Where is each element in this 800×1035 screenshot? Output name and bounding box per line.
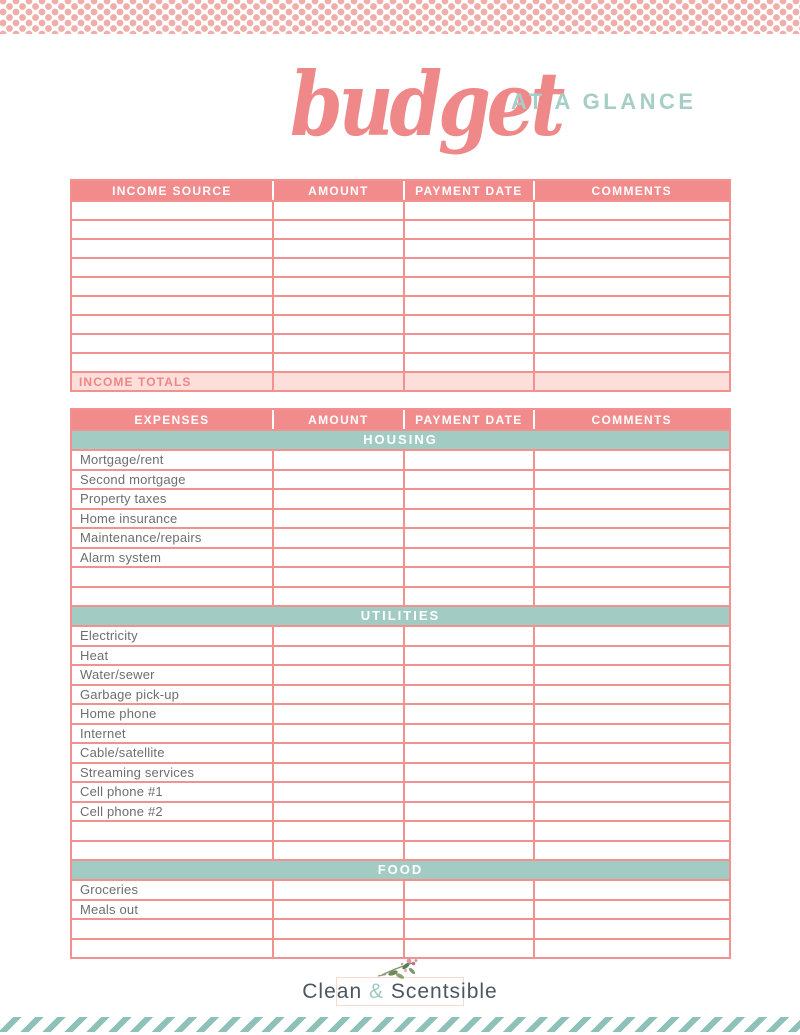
expense-row (72, 879, 729, 899)
income-label-cell (72, 221, 272, 238)
expense-row (72, 918, 729, 938)
entry-cell (533, 549, 729, 567)
income-row (72, 276, 729, 295)
entry-cell (533, 686, 729, 704)
entry-cell (272, 647, 403, 665)
entry-cell (403, 297, 532, 314)
expense-row (72, 684, 729, 704)
expense-row (72, 664, 729, 684)
expense-label-cell: Internet (80, 725, 126, 741)
entry-cell (403, 666, 532, 684)
expense-row (72, 762, 729, 782)
entry-cell (403, 451, 532, 469)
entry-cell (272, 202, 403, 219)
entry-cell (272, 354, 403, 371)
expense-label-cell: Heat (80, 647, 109, 663)
expense-row (72, 488, 729, 508)
entry-cell (533, 842, 729, 860)
expense-row (72, 742, 729, 762)
income-label-cell (72, 316, 272, 333)
income-row (72, 200, 729, 219)
section-header-food: FOOD (72, 859, 729, 879)
entry-cell (533, 373, 729, 390)
expense-row (72, 703, 729, 723)
entry-cell (272, 471, 403, 489)
entry-cell (403, 920, 532, 938)
expense-row (72, 899, 729, 919)
expense-label-cell: Cell phone #1 (80, 784, 163, 800)
expense-label-cell (72, 920, 272, 938)
entry-cell (533, 471, 729, 489)
expense-label-cell: Cell phone #2 (80, 803, 163, 819)
entry-cell (272, 549, 403, 567)
entry-cell (272, 510, 403, 528)
entry-cell (272, 744, 403, 762)
entry-cell (272, 940, 403, 958)
entry-cell (533, 202, 729, 219)
expense-row (72, 801, 729, 821)
entry-cell (272, 259, 403, 276)
income-table (70, 179, 731, 392)
entry-cell (533, 783, 729, 801)
entry-cell (272, 803, 403, 821)
expense-row (72, 508, 729, 528)
entry-cell (272, 920, 403, 938)
expense-label-cell: Meals out (80, 901, 139, 917)
income-label-cell (72, 354, 272, 371)
column-header-amount: AMOUNT (272, 410, 403, 429)
entry-cell (272, 297, 403, 314)
entry-cell (403, 842, 532, 860)
income-row (72, 333, 729, 352)
expense-row (72, 781, 729, 801)
expense-table (70, 408, 731, 959)
entry-cell (403, 240, 532, 257)
entry-cell (403, 221, 532, 238)
logo-word-clean: Clean (302, 979, 363, 1003)
entry-cell (533, 705, 729, 723)
entry-cell (533, 725, 729, 743)
income-row (72, 295, 729, 314)
expense-row (72, 723, 729, 743)
income-row (72, 257, 729, 276)
expense-label-cell (72, 822, 272, 840)
column-header-payment-date: PAYMENT DATE (403, 410, 532, 429)
entry-cell (533, 803, 729, 821)
income-totals-label: INCOME TOTALS (79, 374, 192, 389)
entry-cell (533, 588, 729, 606)
income-label-cell (72, 278, 272, 295)
income-row (72, 219, 729, 238)
column-header-expenses: EXPENSES (134, 412, 210, 427)
column-header-comments: COMMENTS (533, 410, 729, 429)
entry-cell (403, 627, 532, 645)
expense-label-cell: Water/sewer (80, 667, 155, 683)
entry-cell (403, 568, 532, 586)
entry-cell (533, 529, 729, 547)
entry-cell (272, 451, 403, 469)
entry-cell (272, 764, 403, 782)
footer-logo (0, 957, 800, 1006)
entry-cell (533, 666, 729, 684)
entry-cell (272, 529, 403, 547)
expense-label-cell: Electricity (80, 628, 138, 644)
expense-row (72, 645, 729, 665)
entry-cell (403, 822, 532, 840)
entry-cell (272, 240, 403, 257)
entry-cell (272, 490, 403, 508)
income-label-cell (72, 240, 272, 257)
entry-cell (403, 202, 532, 219)
entry-cell (533, 920, 729, 938)
entry-cell (403, 803, 532, 821)
entry-cell (272, 316, 403, 333)
entry-cell (533, 764, 729, 782)
expense-label-cell: Property taxes (80, 491, 167, 507)
entry-cell (403, 335, 532, 352)
entry-cell (272, 568, 403, 586)
expense-label-cell: Home phone (80, 706, 157, 722)
page-title-caption: AT A GLANCE (511, 89, 697, 114)
entry-cell (272, 278, 403, 295)
entry-cell (403, 471, 532, 489)
entry-cell (533, 568, 729, 586)
entry-cell (403, 259, 532, 276)
entry-cell (403, 901, 532, 919)
entry-cell (403, 881, 532, 899)
entry-cell (533, 822, 729, 840)
expense-label-cell (72, 568, 272, 586)
expense-row (72, 449, 729, 469)
entry-cell (403, 686, 532, 704)
entry-cell (403, 316, 532, 333)
income-row (72, 314, 729, 333)
expense-row (72, 840, 729, 860)
entry-cell (272, 627, 403, 645)
entry-cell (403, 647, 532, 665)
expense-label-cell: Alarm system (80, 549, 162, 565)
entry-cell (403, 278, 532, 295)
entry-cell (272, 588, 403, 606)
income-row (72, 352, 729, 371)
column-header-comments: COMMENTS (533, 181, 729, 200)
entry-cell (533, 940, 729, 958)
expense-label-cell: Garbage pick-up (80, 686, 180, 702)
entry-cell (272, 221, 403, 238)
entry-cell (533, 297, 729, 314)
table-header-row (72, 410, 729, 429)
entry-cell (533, 490, 729, 508)
entry-cell (403, 549, 532, 567)
entry-cell (272, 842, 403, 860)
entry-cell (533, 510, 729, 528)
income-totals-row (72, 371, 729, 390)
expense-label-cell: Mortgage/rent (80, 452, 164, 468)
table-header-row (72, 181, 729, 200)
income-label-cell (72, 335, 272, 352)
entry-cell (272, 901, 403, 919)
entry-cell (403, 510, 532, 528)
entry-cell (403, 725, 532, 743)
entry-cell (403, 588, 532, 606)
top-dotted-border (0, 0, 800, 34)
entry-cell (403, 490, 532, 508)
entry-cell (533, 335, 729, 352)
income-label-cell (72, 259, 272, 276)
entry-cell (272, 881, 403, 899)
entry-cell (272, 783, 403, 801)
column-header-income-source: INCOME SOURCE (112, 183, 232, 198)
bottom-striped-border (0, 1017, 800, 1032)
expense-label-cell: Maintenance/repairs (80, 530, 202, 546)
expense-label-cell: Second mortgage (80, 471, 186, 487)
entry-cell (533, 647, 729, 665)
section-header-utilities: UTILITIES (72, 605, 729, 625)
expense-row (72, 566, 729, 586)
entry-cell (403, 744, 532, 762)
expense-label-cell: Home insurance (80, 510, 178, 526)
entry-cell (272, 705, 403, 723)
entry-cell (533, 316, 729, 333)
entry-cell (533, 240, 729, 257)
entry-cell (403, 354, 532, 371)
column-header-payment-date: PAYMENT DATE (403, 181, 532, 200)
entry-cell (533, 744, 729, 762)
expense-label-cell (72, 940, 272, 958)
logo-ampersand: & (368, 979, 384, 1003)
entry-cell (533, 627, 729, 645)
column-header-amount: AMOUNT (272, 181, 403, 200)
income-label-cell (72, 202, 272, 219)
expense-label-cell: Cable/satellite (80, 745, 165, 761)
expense-row (72, 547, 729, 567)
entry-cell (272, 686, 403, 704)
expense-row (72, 625, 729, 645)
entry-cell (403, 373, 532, 390)
logo-word-scentsible: Scentsible (390, 979, 498, 1003)
entry-cell (272, 725, 403, 743)
expense-row (72, 820, 729, 840)
entry-cell (272, 335, 403, 352)
page-title-script: budget (290, 52, 562, 156)
entry-cell (533, 451, 729, 469)
entry-cell (272, 666, 403, 684)
entry-cell (403, 764, 532, 782)
expense-label-cell: Streaming services (80, 764, 195, 780)
entry-cell (403, 783, 532, 801)
entry-cell (533, 259, 729, 276)
expense-label-cell (72, 842, 272, 860)
entry-cell (272, 373, 403, 390)
expense-row (72, 469, 729, 489)
expense-label-cell (72, 588, 272, 606)
section-header-housing: HOUSING (72, 429, 729, 449)
income-label-cell (72, 297, 272, 314)
entry-cell (533, 278, 729, 295)
floral-sprig-icon (376, 957, 424, 987)
expense-row (72, 527, 729, 547)
entry-cell (533, 221, 729, 238)
entry-cell (533, 354, 729, 371)
expense-row (72, 586, 729, 606)
entry-cell (403, 705, 532, 723)
income-row (72, 238, 729, 257)
entry-cell (533, 901, 729, 919)
entry-cell (272, 822, 403, 840)
expense-row (72, 938, 729, 958)
entry-cell (533, 881, 729, 899)
entry-cell (403, 529, 532, 547)
entry-cell (403, 940, 532, 958)
expense-label-cell: Groceries (80, 882, 139, 898)
